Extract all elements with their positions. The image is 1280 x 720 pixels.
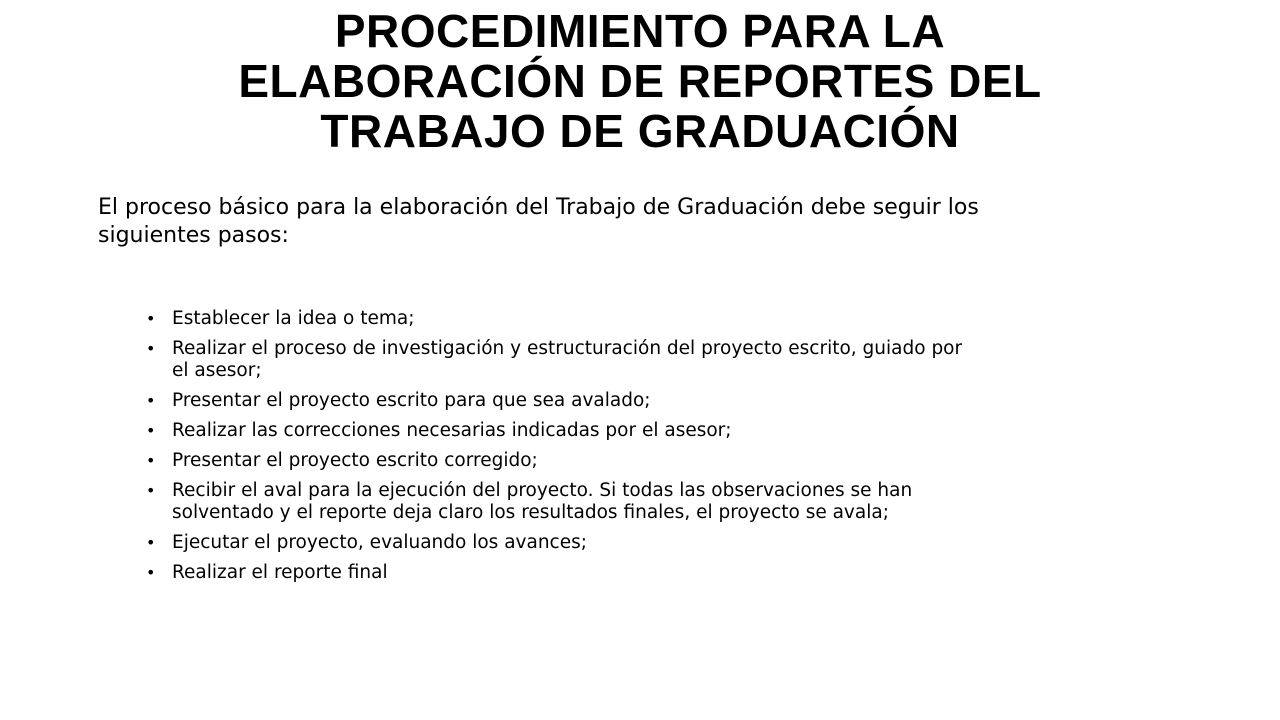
bullet-icon: • [146, 563, 156, 582]
title-line: TRABAJO DE GRADUACIÓN [320, 105, 960, 157]
step-text: Presentar el proyecto escrito corregido; [172, 450, 538, 471]
bullet-icon: • [146, 451, 156, 470]
step-item [146, 390, 1216, 412]
slide-title [100, 6, 1180, 156]
step-text-continued: el asesor; [172, 360, 262, 381]
bullet-icon: • [146, 533, 156, 552]
intro-line: siguientes pasos: [98, 223, 289, 248]
bullet-icon: • [146, 309, 156, 328]
step-item [146, 532, 1216, 554]
step-item [146, 562, 1216, 584]
step-text: Recibir el aval para la ejecución del proyecto. Si todas las observaciones se han [172, 480, 913, 501]
bullet-icon: • [146, 339, 156, 358]
step-text: Ejecutar el proyecto, evaluando los avances; [172, 532, 587, 553]
bullet-icon: • [146, 481, 156, 500]
bullet-icon: • [146, 421, 156, 440]
intro-paragraph [98, 194, 1198, 250]
step-item [146, 450, 1216, 472]
step-item [146, 308, 1216, 330]
step-text: Realizar el proceso de investigación y estructuración del proyecto escrito, guiado por [172, 338, 963, 359]
step-text: Presentar el proyecto escrito para que sea avalado; [172, 390, 651, 411]
step-text: Realizar el reporte final [172, 562, 388, 583]
step-item [146, 338, 1216, 382]
intro-line: El proceso básico para la elaboración del Trabajo de Graduación debe seguir los [98, 195, 979, 220]
bullet-icon: • [146, 391, 156, 410]
title-line: ELABORACIÓN DE REPORTES DEL [238, 55, 1042, 107]
step-item [146, 480, 1216, 524]
step-item [146, 420, 1216, 442]
step-text: Realizar las correcciones necesarias indicadas por el asesor; [172, 420, 732, 441]
step-text: Establecer la idea o tema; [172, 308, 415, 329]
steps-list [146, 308, 1216, 592]
title-line: PROCEDIMIENTO PARA LA [334, 5, 946, 57]
step-text-continued: solventado y el reporte deja claro los resultados finales, el proyecto se avala; [172, 502, 889, 523]
